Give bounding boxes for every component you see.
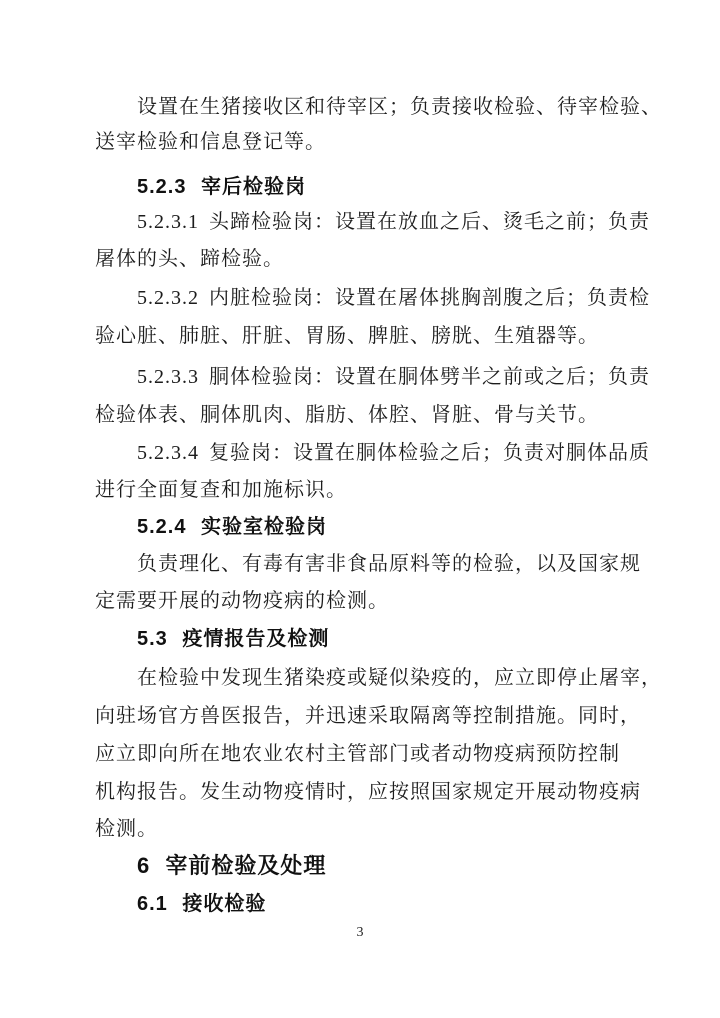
body-line: 向驻场官方兽医报告，并迅速采取隔离等控制措施。同时， [95,705,641,727]
body-line: 在检验中发现生猪染疫或疑似染疫的，应立即停止屠宰， [137,667,662,689]
body-line: 检验体表、胴体肌肉、脂肪、体腔、肾脏、骨与关节。 [95,404,599,426]
body-line: 5.2.3.2 内脏检验岗：设置在屠体挑胸剖腹之后；负责检 [137,287,650,309]
page-number: 3 [356,925,364,940]
heading-5-2-3: 5.2.3 宰后检验岗 [137,176,307,198]
body-line: 屠体的头、蹄检验。 [95,248,284,270]
body-line: 设置在生猪接收区和待宰区；负责接收检验、待宰检验、 [137,96,662,118]
body-line: 负责理化、有毒有害非食品原料等的检验，以及国家规 [137,553,641,575]
heading-6-1: 6.1 接收检验 [137,893,267,915]
heading-5-2-4: 5.2.4 实验室检验岗 [137,516,328,538]
body-line: 5.2.3.1 头蹄检验岗：设置在放血之后、烫毛之前；负责 [137,211,650,233]
body-line: 5.2.3.3 胴体检验岗：设置在胴体劈半之前或之后；负责 [137,366,650,388]
body-line: 送宰检验和信息登记等。 [95,131,326,153]
body-line: 进行全面复查和加施标识。 [95,479,347,501]
body-line: 机构报告。发生动物疫情时，应按照国家规定开展动物疫病 [95,781,641,803]
body-line: 定需要开展的动物疫病的检测。 [95,590,389,612]
heading-6: 6 宰前检验及处理 [137,853,327,878]
body-line: 验心脏、肺脏、肝脏、胃肠、脾脏、膀胱、生殖器等。 [95,325,599,347]
body-line: 检测。 [95,818,158,840]
body-line: 5.2.3.4 复验岗：设置在胴体检验之后；负责对胴体品质 [137,442,650,464]
heading-5-3: 5.3 疫情报告及检测 [137,628,330,650]
body-line: 应立即向所在地农业农村主管部门或者动物疫病预防控制 [95,743,620,765]
